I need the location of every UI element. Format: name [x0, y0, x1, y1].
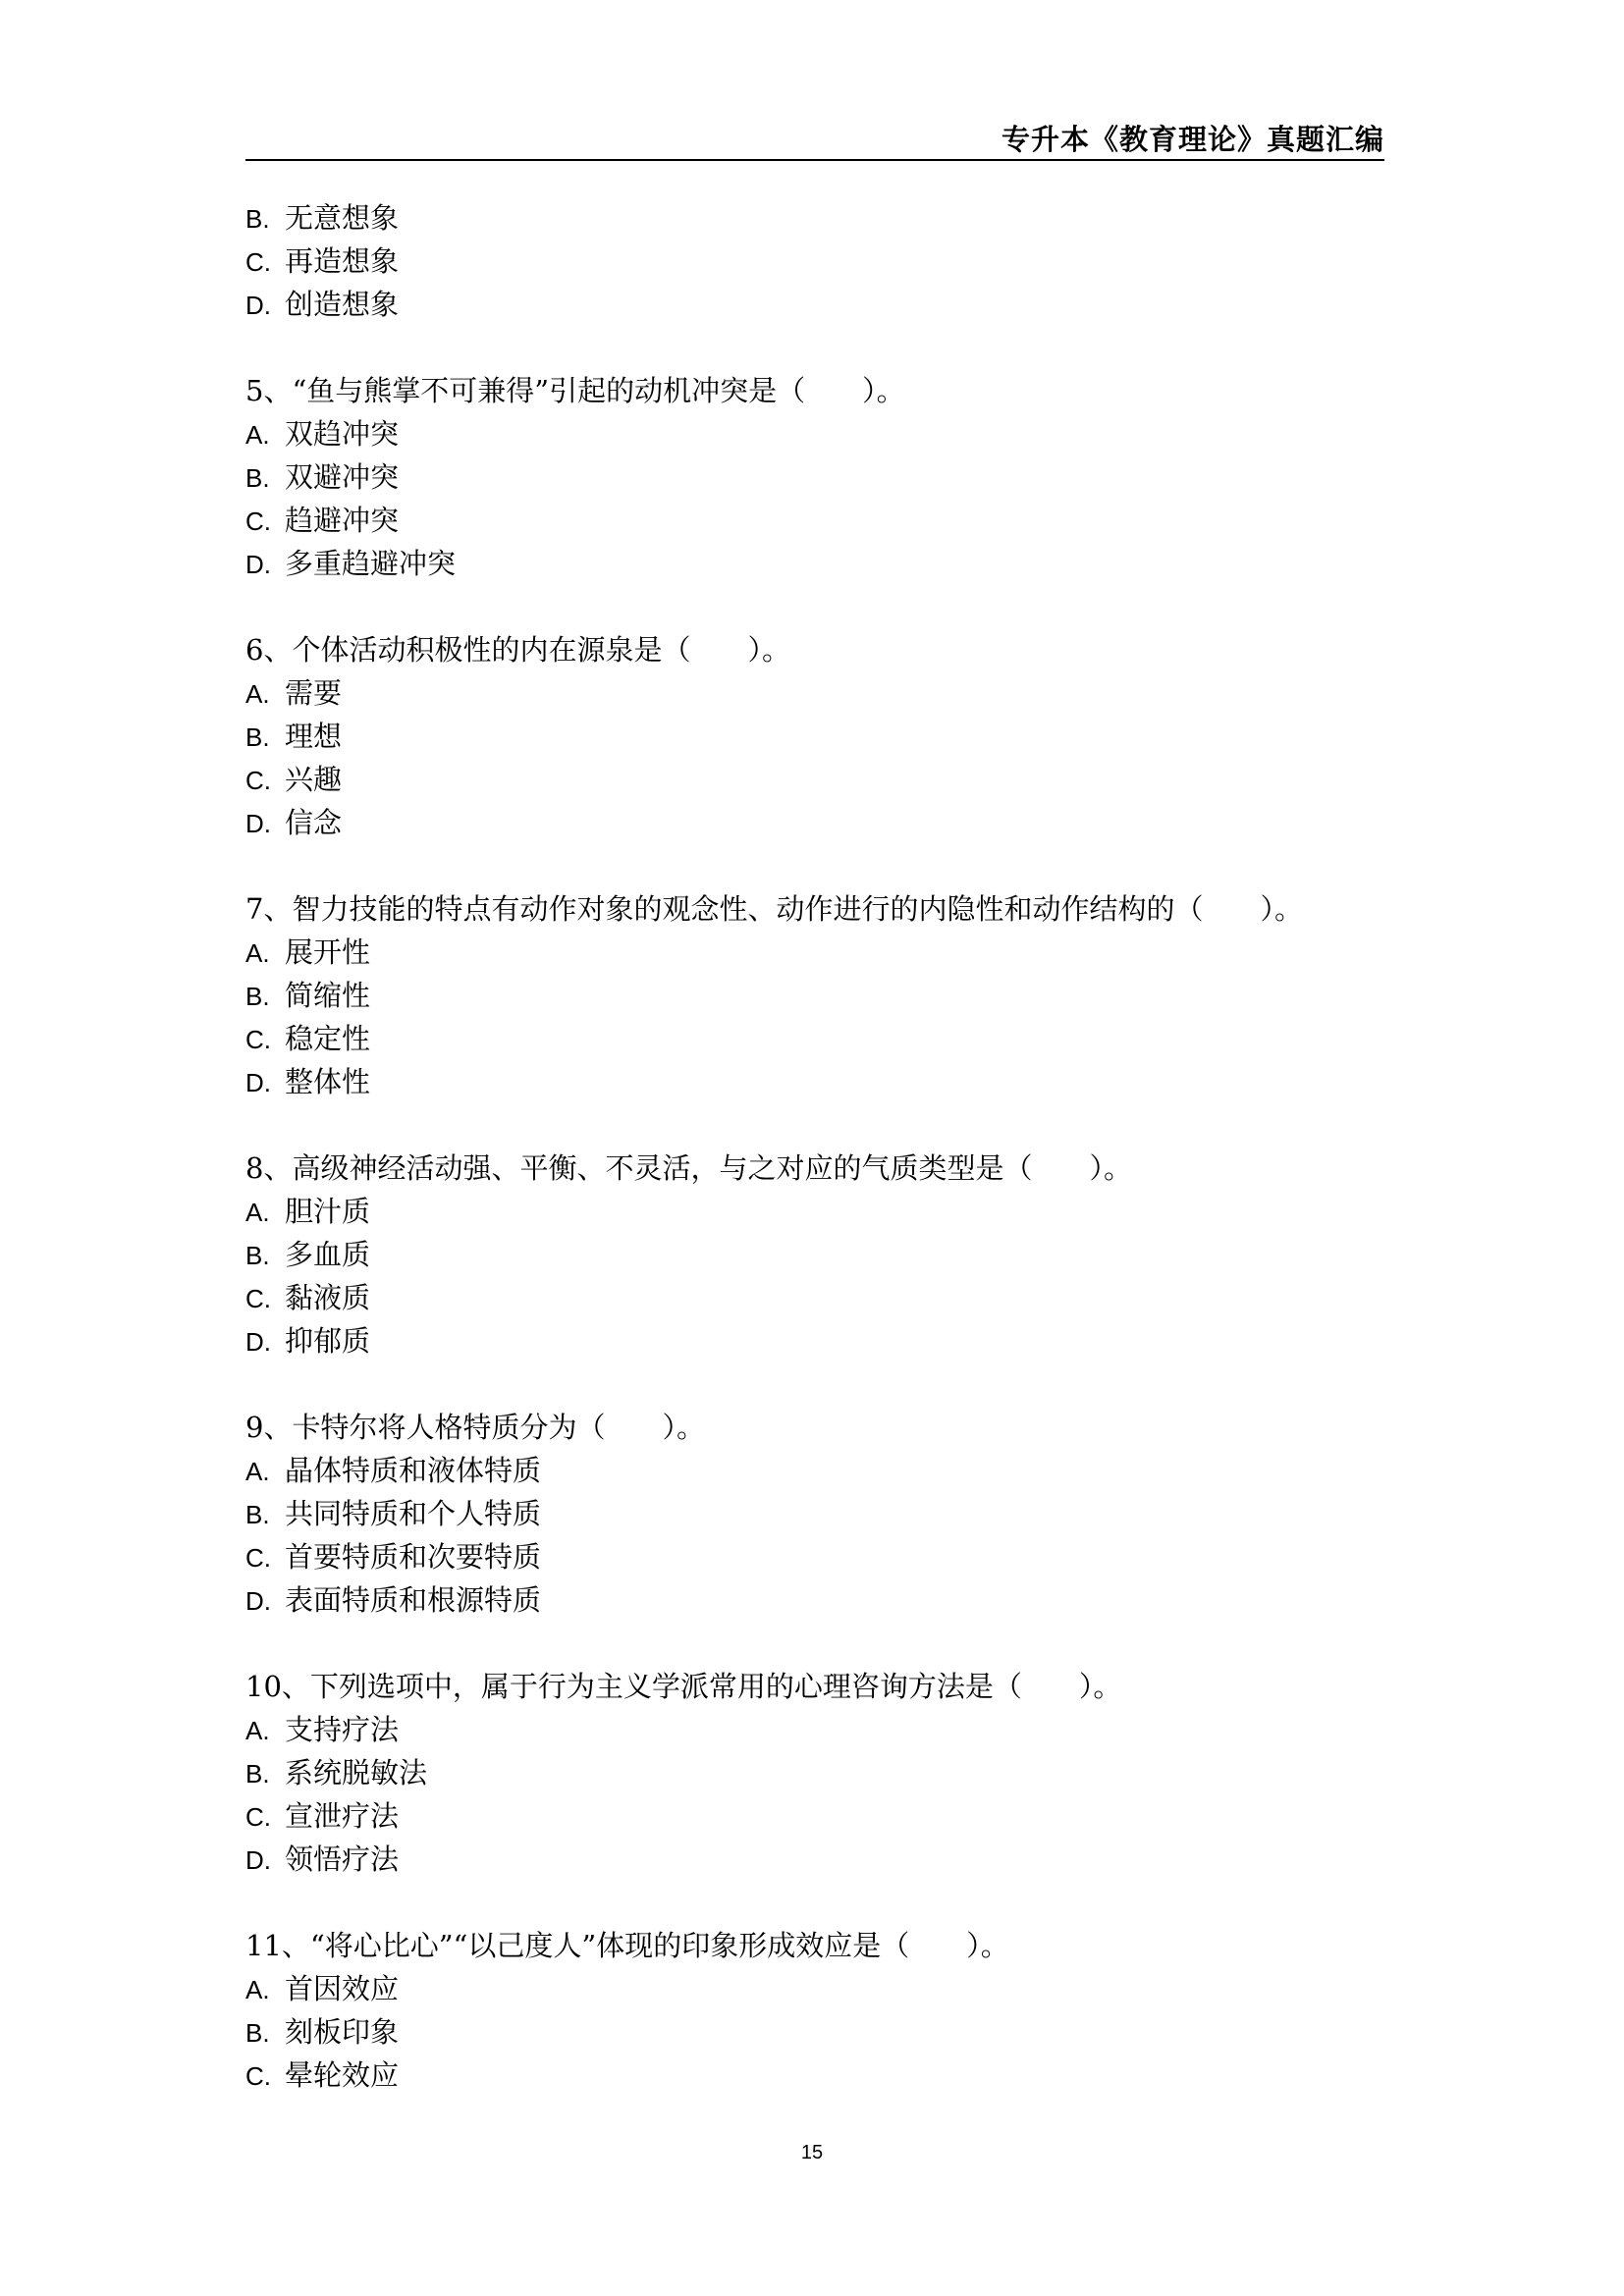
option-letter: D.	[245, 550, 271, 579]
page-number: 15	[800, 2142, 824, 2163]
option-letter: B.	[245, 463, 270, 493]
option-text: 双趋冲突	[285, 417, 400, 451]
answer-option	[245, 1578, 1384, 1622]
answer-option	[245, 1233, 1384, 1276]
question-stem: 5、“鱼与熊掌不可兼得”引起的动机冲突是（ ）。	[245, 374, 905, 407]
option-text: 宣泄疗法	[285, 1799, 400, 1833]
question-stem: 9、卡特尔将人格特质分为（ ）。	[245, 1411, 705, 1444]
option-text: 再造想象	[285, 244, 400, 278]
option-letter: D.	[245, 1586, 271, 1616]
option-letter: D.	[245, 291, 271, 320]
question-stem: 8、高级神经活动强、平衡、不灵活，与之对应的气质类型是（ ）。	[245, 1151, 1132, 1185]
option-letter: C.	[245, 766, 271, 795]
option-letter: C.	[245, 2061, 271, 2091]
option-letter: B.	[245, 2018, 270, 2048]
option-text: 趋避冲突	[285, 504, 400, 537]
option-letter: C.	[245, 507, 271, 536]
option-text: 兴趣	[285, 763, 343, 796]
answer-option	[245, 1017, 1384, 1060]
answer-option	[245, 758, 1384, 801]
option-letter: A.	[245, 420, 270, 450]
question-list	[245, 196, 1384, 2097]
answer-option	[245, 1276, 1384, 1319]
option-text: 双避冲突	[285, 460, 400, 494]
option-text: 黏液质	[285, 1281, 371, 1314]
option-text: 整体性	[285, 1065, 371, 1098]
question-block	[245, 369, 1384, 585]
option-text: 展开性	[285, 935, 371, 969]
answer-option	[245, 2054, 1384, 2097]
option-letter: A.	[245, 1716, 270, 1745]
answer-option	[245, 1319, 1384, 1362]
option-letter: D.	[245, 1845, 271, 1875]
option-text: 多重趋避冲突	[285, 547, 457, 580]
question-stem: 6、个体活动积极性的内在源泉是（ ）。	[245, 633, 790, 667]
spacer	[245, 844, 1384, 887]
option-text: 表面特质和根源特质	[285, 1583, 542, 1617]
option-letter: C.	[245, 247, 271, 277]
option-text: 领悟疗法	[285, 1842, 400, 1876]
question-stem: 11、“将心比心”“以己度人”体现的印象形成效应是（ ）。	[245, 1929, 1009, 1962]
question-block	[245, 1406, 1384, 1622]
option-letter: A.	[245, 1198, 270, 1227]
option-text: 刻板印象	[285, 2015, 400, 2049]
spacer	[245, 1362, 1384, 1406]
option-letter: A.	[245, 679, 270, 709]
answer-option	[245, 412, 1384, 455]
answer-option	[245, 1060, 1384, 1103]
option-text: 需要	[285, 676, 343, 710]
answer-option	[245, 1751, 1384, 1794]
answer-option	[245, 499, 1384, 542]
option-text: 创造想象	[285, 288, 400, 321]
answer-option	[245, 1708, 1384, 1751]
answer-option	[245, 974, 1384, 1017]
question-stem: 7、智力技能的特点有动作对象的观念性、动作进行的内隐性和动作结构的（ ）。	[245, 892, 1303, 926]
spacer	[245, 585, 1384, 628]
answer-option	[245, 283, 1384, 326]
option-text: 晶体特质和液体特质	[285, 1454, 542, 1487]
spacer	[245, 326, 1384, 369]
question-block	[245, 628, 1384, 844]
header-title: 专升本《教育理论》真题汇编	[1001, 123, 1384, 156]
option-text: 胆汁质	[285, 1195, 371, 1228]
option-letter: D.	[245, 1327, 271, 1357]
option-letter: B.	[245, 1241, 270, 1270]
option-text: 简缩性	[285, 979, 371, 1012]
option-text: 稳定性	[285, 1022, 371, 1055]
answer-option	[245, 196, 1384, 240]
answer-option	[245, 1535, 1384, 1578]
option-letter: A.	[245, 938, 270, 968]
question-block	[245, 1147, 1384, 1362]
option-letter: A.	[245, 1975, 270, 2004]
answer-option	[245, 715, 1384, 758]
question-stem: 10、下列选项中，属于行为主义学派常用的心理咨询方法是（ ）。	[245, 1670, 1122, 1703]
continued-options-block	[245, 196, 1384, 326]
option-letter: C.	[245, 1543, 271, 1573]
question-block	[245, 1924, 1384, 2097]
question-block	[245, 887, 1384, 1103]
page-header	[245, 116, 1384, 161]
option-letter: A.	[245, 1457, 270, 1486]
answer-option	[245, 2010, 1384, 2054]
option-text: 抑郁质	[285, 1324, 371, 1358]
option-text: 系统脱敏法	[285, 1756, 428, 1789]
spacer	[245, 1622, 1384, 1665]
option-letter: B.	[245, 982, 270, 1011]
option-letter: D.	[245, 809, 271, 838]
spacer	[245, 1103, 1384, 1147]
option-letter: B.	[245, 1500, 270, 1529]
option-letter: D.	[245, 1068, 271, 1097]
option-text: 支持疗法	[285, 1713, 400, 1746]
answer-option	[245, 240, 1384, 283]
option-letter: C.	[245, 1025, 271, 1054]
answer-option	[245, 1794, 1384, 1838]
option-letter: C.	[245, 1802, 271, 1832]
answer-option	[245, 671, 1384, 715]
question-block	[245, 1665, 1384, 1881]
answer-option	[245, 1838, 1384, 1881]
option-text: 理想	[285, 720, 343, 753]
option-letter: C.	[245, 1284, 271, 1313]
option-letter: B.	[245, 204, 270, 234]
option-text: 无意想象	[285, 201, 400, 235]
spacer	[245, 1881, 1384, 1924]
answer-option	[245, 1492, 1384, 1535]
answer-option	[245, 455, 1384, 499]
option-text: 多血质	[285, 1238, 371, 1271]
answer-option	[245, 1449, 1384, 1492]
answer-option	[245, 542, 1384, 585]
answer-option	[245, 931, 1384, 974]
option-letter: B.	[245, 1759, 270, 1789]
answer-option	[245, 1190, 1384, 1233]
option-text: 首因效应	[285, 1972, 400, 2005]
answer-option	[245, 801, 1384, 844]
option-text: 首要特质和次要特质	[285, 1540, 542, 1574]
option-text: 晕轮效应	[285, 2058, 400, 2092]
option-text: 共同特质和个人特质	[285, 1497, 542, 1530]
option-letter: B.	[245, 722, 270, 752]
option-text: 信念	[285, 806, 343, 839]
answer-option	[245, 1967, 1384, 2010]
